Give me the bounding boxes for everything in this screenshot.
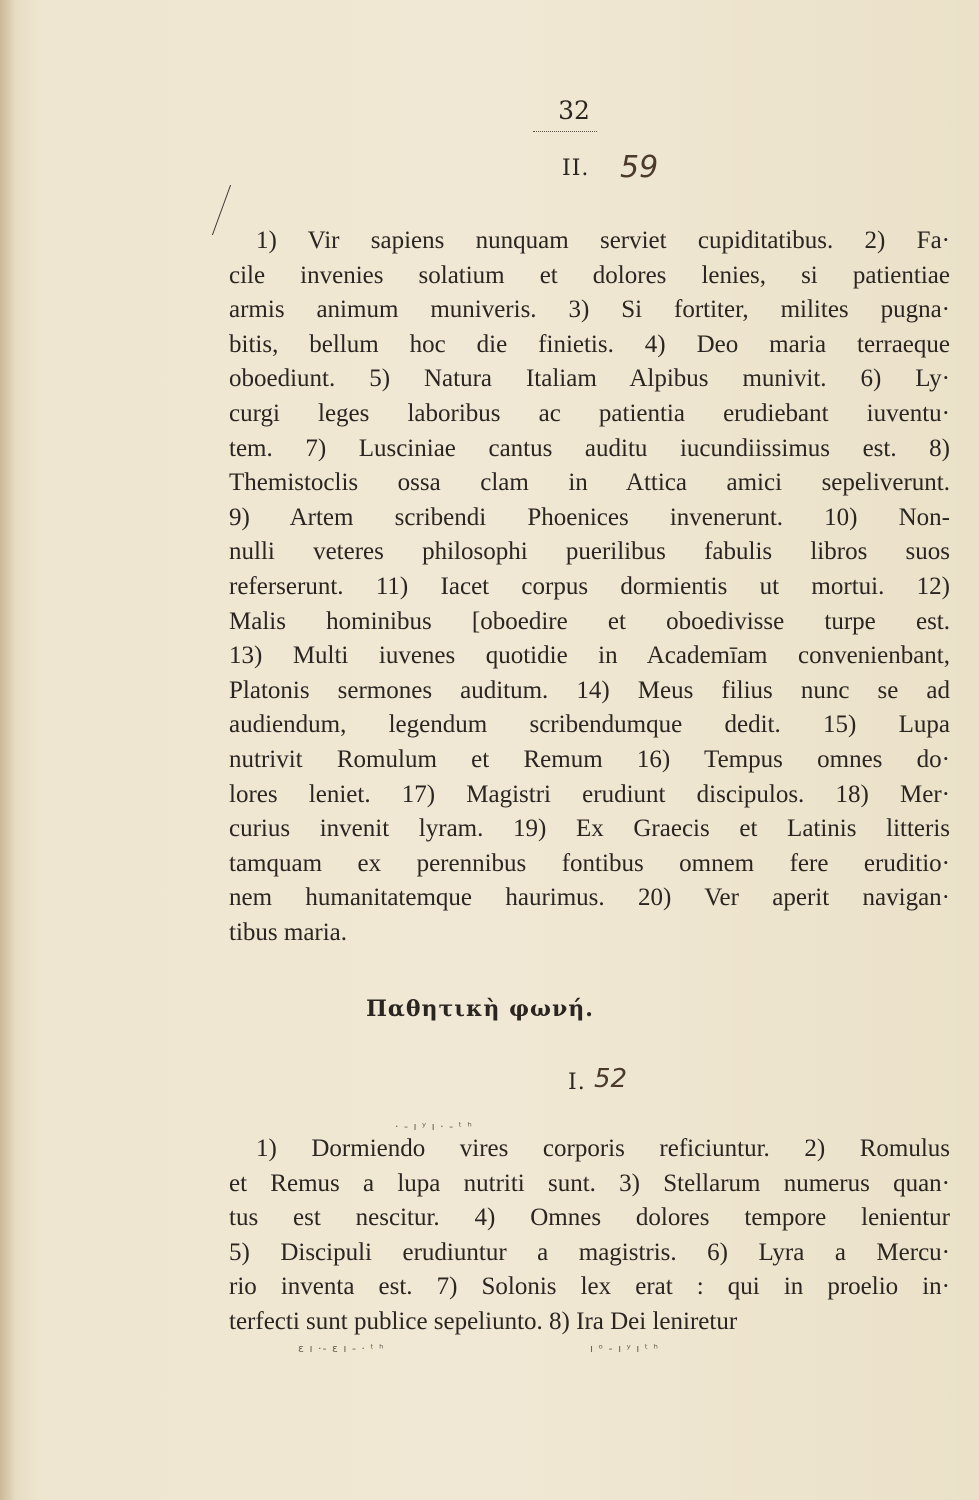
text-line: oboediunt. 5) Natura Italiam Alpibus munivit. 6) Ly· (229, 365, 950, 393)
text-line: cile invenies solatium et dolores lenies, si patientiae (229, 261, 950, 289)
text-line: 1) Dormiendo vires corporis reficiuntur. 2) Romulus (256, 1135, 950, 1162)
pencil-annotation-marks: ɛ ı ·- ɛ ı - · ᵗ ʰ (298, 1342, 385, 1355)
text-line: tibus maria. (229, 918, 348, 946)
exercise-paragraph-1 (229, 224, 950, 950)
page-spine-edge (0, 0, 14, 1500)
text-line: et Remus a lupa nutriti sunt. 3) Stellarum numerus quan· (229, 1169, 950, 1197)
page-number: 32 (558, 96, 590, 125)
text-line: tamquam ex perennibus fontibus omnem fere eruditio· (229, 849, 950, 877)
pencil-annotation-marks: · - ı ʸ ı · - ᵗ ʰ (395, 1120, 473, 1133)
text-line: curgi leges laboribus ac patientia erudiebant iuventu· (229, 399, 950, 427)
text-line: terfecti sunt publice sepeliunto. 8) Ira Dei leniretur (229, 1307, 738, 1335)
text-line: Themistoclis ossa clam in Attica amici sepeliverunt. (229, 469, 950, 497)
exercise-paragraph-2 (229, 1132, 950, 1340)
handwritten-note-59: 59 (620, 150, 659, 185)
section-heading-i: I. (568, 1070, 586, 1095)
text-line: nutrivit Romulum et Remum 16) Tempus omnes do· (229, 745, 950, 773)
text-line: tus est nescitur. 4) Omnes dolores tempore lenientur (229, 1204, 950, 1232)
text-line: Platonis sermones auditum. 14) Meus filius nunc se ad (229, 676, 950, 704)
text-line: nem humanitatemque haurimus. 20) Ver aperit navigan· (229, 884, 950, 912)
text-line: bitis, bellum hoc die finietis. 4) Deo maria terraeque (229, 330, 950, 358)
text-line: referserunt. 11) Iacet corpus dormientis ut mortui. 12) (229, 572, 950, 600)
greek-section-title: Παθητικὴ φωνή. (366, 996, 594, 1022)
text-line: 9) Artem scribendi Phoenices invenerunt. 10) Non- (229, 503, 950, 531)
text-line: tem. 7) Lusciniae cantus auditu iucundiissimus est. 8) (229, 434, 950, 462)
text-line: armis animum muniveris. 3) Si fortiter, milites pugna· (229, 296, 950, 324)
text-line: audiendum, legendum scribendumque dedit. 15) Lupa (229, 711, 950, 739)
pencil-annotation-marks: ı ᵒ - ı ʸ ı ᵗ ʰ (590, 1342, 659, 1355)
text-line: 13) Multi iuvenes quotidie in Academīam convenienbant, (229, 642, 950, 670)
text-line: 1) Vir sapiens nunquam serviet cupiditatibus. 2) Fa· (256, 227, 950, 254)
text-line: lores leniet. 17) Magistri erudiunt discipulos. 18) Mer· (229, 780, 950, 808)
text-line: curius invenit lyram. 19) Ex Graecis et Latinis litteris (229, 815, 950, 843)
page-number-rule (533, 131, 597, 132)
text-line: 5) Discipuli erudiuntur a magistris. 6) Lyra a Mercu· (229, 1238, 950, 1266)
text-line: rio inventa est. 7) Solonis lex erat : qui in proelio in· (229, 1273, 950, 1301)
handwritten-note-52: 52 (594, 1064, 628, 1094)
text-line: Malis hominibus [oboedire et oboedivisse turpe est. (229, 607, 950, 635)
text-line: nulli veteres philosophi puerilibus fabulis libros suos (229, 538, 950, 566)
section-heading-ii: II. (562, 156, 590, 181)
